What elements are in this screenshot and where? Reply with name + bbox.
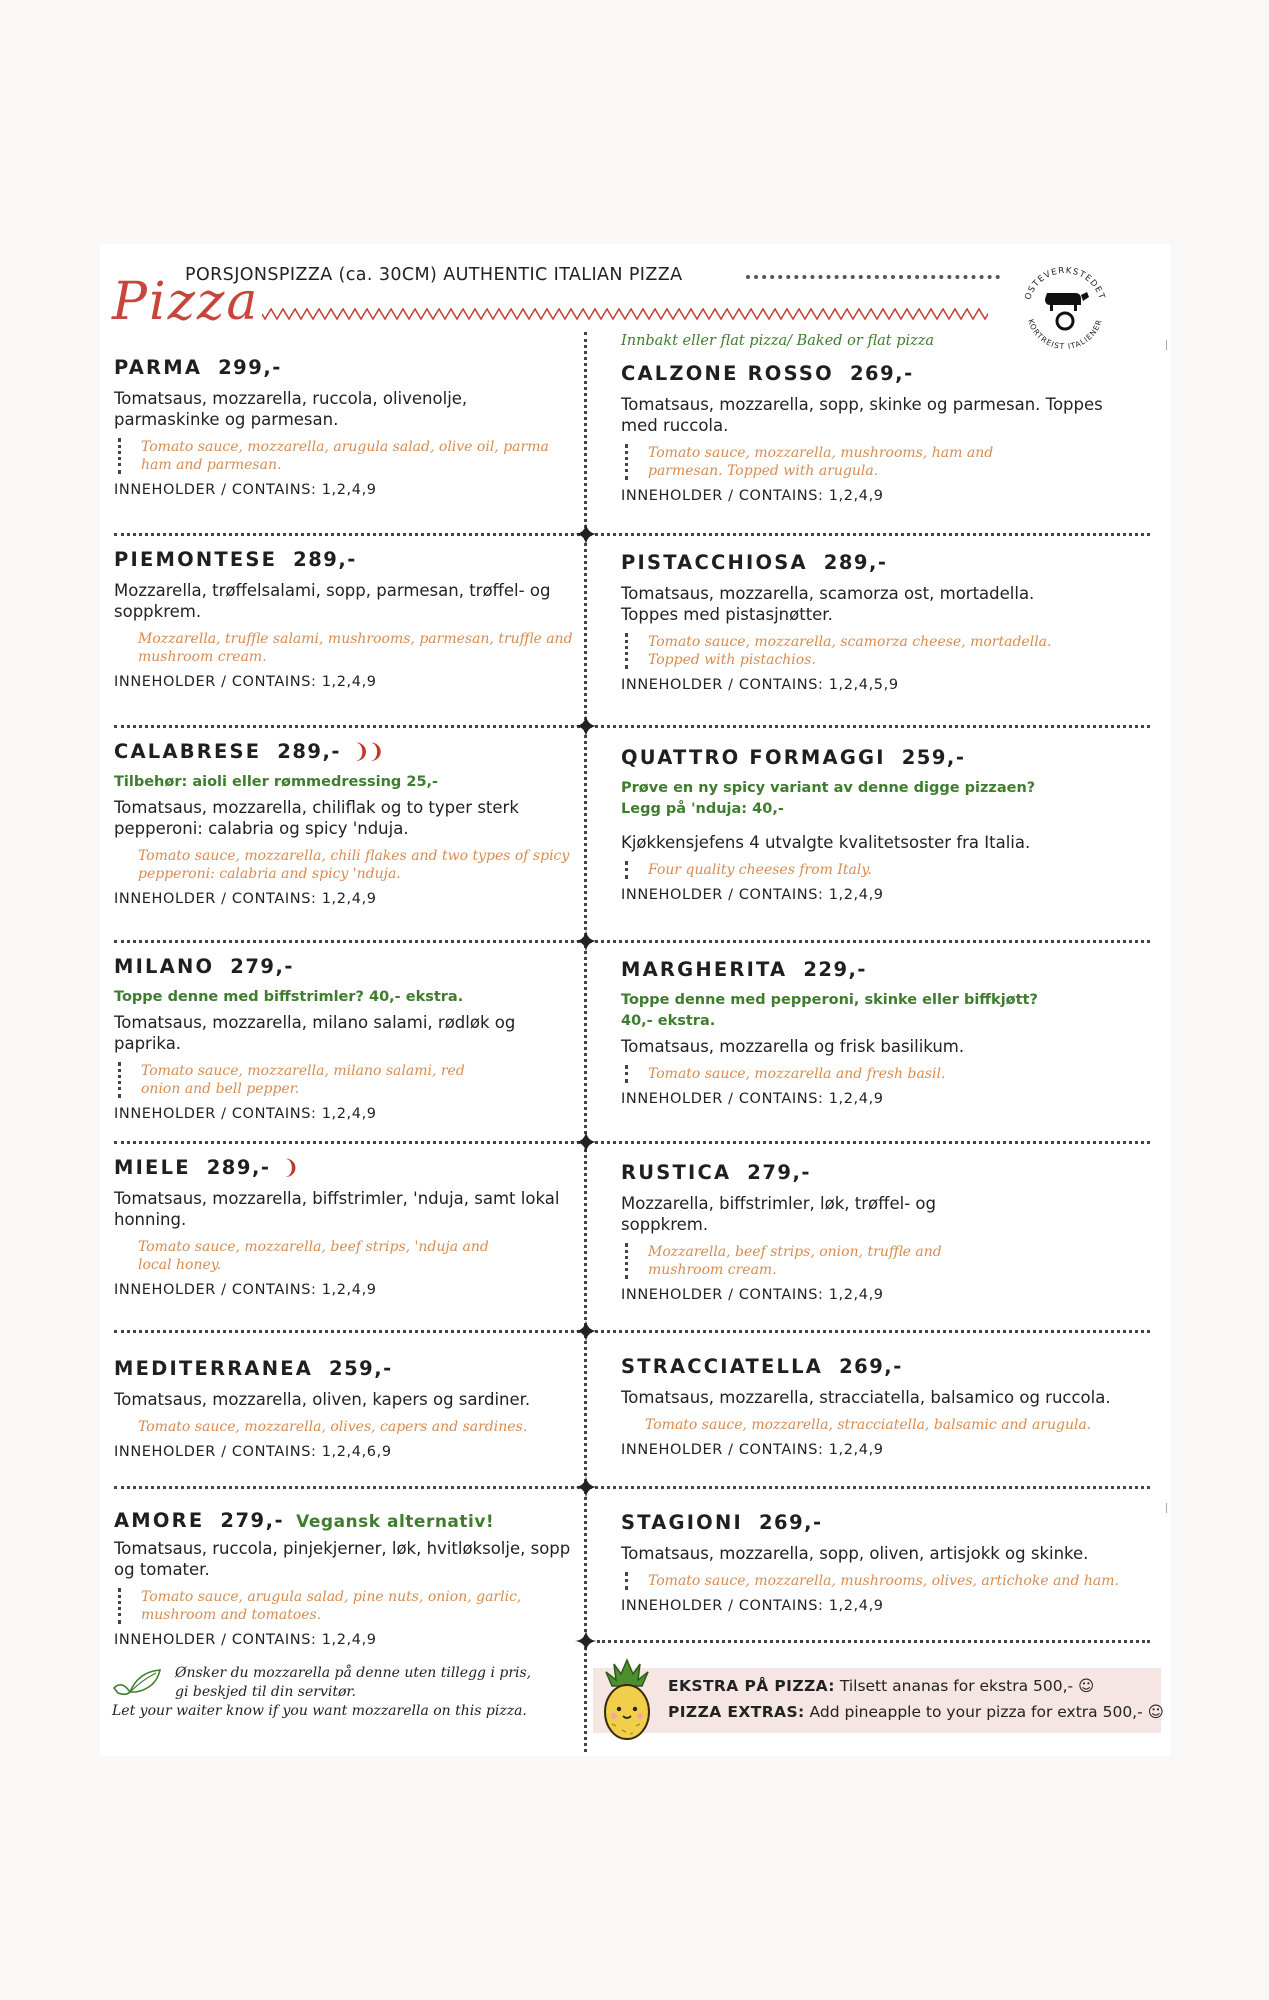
item-description: Kjøkkensjefens 4 utvalgte kvalitetsoster fra Italia.	[621, 833, 1031, 852]
item-allergens: INNEHOLDER / CONTAINS: 1,2,4,9	[114, 891, 377, 907]
menu-item-stagioni	[621, 1511, 1161, 1614]
menu-item-miele	[114, 1155, 574, 1298]
item-description: Mozzarella, biffstrimler, løk, trøffel- og soppkrem.	[621, 1194, 936, 1234]
diamond-star-icon	[575, 523, 597, 545]
item-price: 289,-	[823, 551, 888, 574]
menu-item-calabrese	[114, 739, 574, 907]
item-allergens: INNEHOLDER / CONTAINS: 1,2,4,9	[621, 1442, 884, 1458]
menu-item-mediterranea	[114, 1357, 574, 1460]
item-allergens: INNEHOLDER / CONTAINS: 1,2,4,9	[114, 1632, 377, 1648]
item-name: PIEMONTESE	[114, 548, 278, 571]
item-english: Tomato sauce, mozzarella and fresh basil.	[625, 1065, 1141, 1083]
portion-caption: PORSJONSPIZZA (ca. 30CM) AUTHENTIC ITALIAN PIZZA	[185, 265, 683, 285]
menu-item-amore	[114, 1509, 574, 1648]
menu-item-milano	[114, 955, 584, 1122]
row-divider	[114, 1330, 1150, 1333]
item-english: Tomato sauce, mozzarella, beef strips, 'nduja and local honey.	[138, 1239, 489, 1273]
item-name: MEDITERRANEA	[114, 1357, 314, 1380]
item-english: Tomato sauce, mozzarella, mushrooms, olives, artichoke and ham.	[625, 1572, 1161, 1590]
item-name: MARGHERITA	[621, 958, 788, 981]
item-allergens: INNEHOLDER / CONTAINS: 1,2,4,9	[114, 482, 377, 498]
osteverkstedet-logo	[1017, 259, 1113, 355]
item-english: Tomato sauce, mozzarella, chili flakes and two types of spicy pepperoni: calabria and spicy 'nduja.	[138, 848, 570, 882]
mozzarella-note-line2: gi beskjed til din servitør.	[175, 1684, 356, 1700]
header-dotted-line	[746, 275, 1000, 279]
item-english: Mozzarella, truffle salami, mushrooms, parmesan, truffle and mushroom cream.	[138, 631, 573, 665]
menu-item-rustica	[621, 1161, 1141, 1303]
item-description: Tomatsaus, mozzarella, stracciatella, balsamico og ruccola.	[621, 1388, 1111, 1407]
item-note: Prøve en ny spicy variant av denne digge pizzaen? Legg på 'nduja: 40,-	[621, 780, 1036, 817]
item-allergens: INNEHOLDER / CONTAINS: 1,2,4,6,9	[114, 1444, 392, 1460]
item-price: 279,-	[220, 1509, 285, 1532]
column-divider	[584, 332, 587, 1752]
item-price: 289,-	[277, 740, 342, 763]
svg-text:KORTREIST ITALIENER	[1026, 318, 1104, 351]
row-divider	[114, 1486, 1150, 1489]
extras-no-text: Tilsett ananas for ekstra 500,- ☺	[839, 1677, 1095, 1695]
item-name: CALABRESE	[114, 740, 262, 763]
item-allergens: INNEHOLDER / CONTAINS: 1,2,4,9	[621, 488, 884, 504]
diamond-star-icon	[575, 930, 597, 952]
item-price: 289,-	[206, 1156, 271, 1179]
item-price: 269,-	[849, 362, 914, 385]
item-note: Tilbehør: aioli eller rømmedressing 25,-	[114, 774, 439, 790]
row-divider	[114, 940, 1150, 943]
item-description: Mozzarella, trøffelsalami, sopp, parmesan, trøffel- og soppkrem.	[114, 581, 551, 621]
crop-mark	[1166, 340, 1171, 350]
vegan-badge: Vegansk alternativ!	[296, 1512, 495, 1532]
item-price: 289,-	[293, 548, 357, 571]
row-divider	[114, 725, 1150, 728]
item-name: CALZONE ROSSO	[621, 362, 834, 385]
item-name: STRACCIATELLA	[621, 1355, 824, 1378]
row-divider	[597, 1640, 1150, 1643]
item-name: MIELE	[114, 1156, 191, 1179]
item-english: Tomato sauce, mozzarella, mushrooms, ham and parmesan. Topped with arugula.	[625, 444, 1068, 480]
row-divider	[114, 533, 1150, 536]
item-description: Tomatsaus, mozzarella, oliven, kapers og sardiner.	[114, 1390, 531, 1409]
item-description: Tomatsaus, mozzarella, chiliflak og to typer sterk pepperoni: calabria og spicy 'nduja.	[114, 798, 519, 838]
item-description: Tomatsaus, ruccola, pinjekjerner, løk, hvitløksolje, sopp og tomater.	[114, 1539, 571, 1579]
item-allergens: INNEHOLDER / CONTAINS: 1,2,4,9	[621, 1287, 884, 1303]
item-english: Four quality cheeses from Italy.	[625, 861, 1141, 879]
extras-en-text: Add pineapple to your pizza for extra 500,- ☺	[809, 1703, 1164, 1721]
extras-norwegian	[668, 1677, 1094, 1695]
item-english: Tomato sauce, mozzarella, stracciatella, balsamic and arugula.	[645, 1417, 1092, 1433]
item-english: Tomato sauce, mozzarella, milano salami, red onion and bell pepper.	[118, 1062, 501, 1098]
item-allergens: INNEHOLDER / CONTAINS: 1,2,4,9	[114, 674, 377, 690]
item-price: 279,-	[747, 1161, 811, 1184]
item-name: PARMA	[114, 356, 203, 379]
menu-item-pistacchiosa	[621, 551, 1101, 693]
item-note: Toppe denne med biffstrimler? 40,- ekstra.	[114, 989, 464, 1005]
item-description: Tomatsaus, mozzarella, ruccola, olivenolje, parmaskinke og parmesan.	[114, 389, 468, 429]
item-name: AMORE	[114, 1509, 205, 1532]
pineapple-icon	[596, 1654, 658, 1742]
item-name: PISTACCHIOSA	[621, 551, 808, 574]
menu-item-piemontese	[114, 548, 574, 690]
mozzarella-note-english: Let your waiter know if you want mozzarella on this pizza.	[112, 1703, 527, 1719]
item-name: STAGIONI	[621, 1511, 743, 1534]
menu-item-parma	[114, 356, 574, 498]
baked-or-flat-note: Innbakt eller flat pizza/ Baked or flat pizza	[621, 333, 935, 349]
header-zigzag-divider	[262, 308, 988, 320]
item-description: Tomatsaus, mozzarella, sopp, skinke og parmesan. Toppes med ruccola.	[621, 395, 1103, 435]
item-name: QUATTRO FORMAGGI	[621, 746, 886, 769]
menu-item-quattro-formaggi	[621, 746, 1141, 903]
extras-english	[668, 1703, 1164, 1721]
mozzarella-note-line1: Ønsker du mozzarella på denne uten tillegg i pris,	[175, 1665, 532, 1681]
mozzarella-note	[112, 1664, 572, 1721]
menu-item-margherita	[621, 958, 1141, 1107]
logo-text-bottom: KORTREIST ITALIENER	[1026, 317, 1104, 352]
item-english: Mozzarella, beef strips, onion, truffle and mushroom cream.	[625, 1243, 948, 1279]
row-divider	[114, 1141, 1150, 1144]
diamond-star-icon	[575, 715, 597, 737]
item-description: Tomatsaus, mozzarella, scamorza ost, mortadella. Toppes med pistasjnøtter.	[621, 584, 1035, 624]
item-allergens: INNEHOLDER / CONTAINS: 1,2,4,9	[114, 1282, 377, 1298]
diamond-star-icon	[575, 1630, 597, 1652]
crop-mark	[1166, 1503, 1171, 1513]
item-price: 279,-	[230, 955, 294, 978]
item-name: RUSTICA	[621, 1161, 732, 1184]
diamond-star-icon	[575, 1131, 597, 1153]
diamond-star-icon	[575, 1320, 597, 1342]
item-description: Tomatsaus, mozzarella og frisk basilikum.	[621, 1037, 965, 1056]
item-name: MILANO	[114, 955, 215, 978]
logo-text-top: OSTEVERKSTEDET	[1023, 265, 1107, 302]
item-allergens: INNEHOLDER / CONTAINS: 1,2,4,9	[621, 887, 884, 903]
item-note: Toppe denne med pepperoni, skinke eller biffkjøtt? 40,- ekstra.	[621, 992, 1038, 1029]
item-description: Tomatsaus, mozzarella, biffstrimler, 'nduja, samt lokal honning.	[114, 1189, 560, 1229]
item-price: 259,-	[329, 1357, 393, 1380]
chili-icon: ❩❩	[353, 739, 383, 763]
extras-no-label: EKSTRA PÅ PIZZA:	[668, 1677, 835, 1695]
item-allergens: INNEHOLDER / CONTAINS: 1,2,4,9	[114, 1106, 377, 1122]
menu-item-calzone-rosso	[621, 362, 1141, 504]
item-english: Tomato sauce, mozzarella, scamorza cheese, mortadella. Topped with pistachios.	[625, 633, 1101, 669]
extras-en-label: PIZZA EXTRAS:	[668, 1703, 805, 1721]
item-english: Tomato sauce, mozzarella, arugula salad, olive oil, parma ham and parmesan.	[118, 438, 574, 474]
item-price: 269,-	[758, 1511, 823, 1534]
cow-icon	[1045, 292, 1089, 311]
item-english: Tomato sauce, mozzarella, olives, capers and sardines.	[138, 1419, 528, 1435]
item-description: Tomatsaus, mozzarella, sopp, oliven, artisjokk og skinke.	[621, 1544, 1089, 1563]
diamond-star-icon	[575, 1476, 597, 1498]
menu-item-stracciatella	[621, 1355, 1161, 1458]
chili-icon: ❩	[282, 1155, 298, 1179]
item-english: Tomato sauce, arugula salad, pine nuts, onion, garlic, mushroom and tomatoes.	[118, 1588, 574, 1624]
menu-title: Pizza	[112, 272, 260, 332]
item-price: 229,-	[803, 958, 868, 981]
item-description: Tomatsaus, mozzarella, milano salami, rødløk og paprika.	[114, 1013, 516, 1053]
item-allergens: INNEHOLDER / CONTAINS: 1,2,4,9	[621, 1091, 884, 1107]
item-price: 299,-	[218, 356, 282, 379]
item-price: 269,-	[839, 1355, 903, 1378]
item-price: 259,-	[901, 746, 966, 769]
item-allergens: INNEHOLDER / CONTAINS: 1,2,4,5,9	[621, 677, 899, 693]
item-allergens: INNEHOLDER / CONTAINS: 1,2,4,9	[621, 1598, 884, 1614]
